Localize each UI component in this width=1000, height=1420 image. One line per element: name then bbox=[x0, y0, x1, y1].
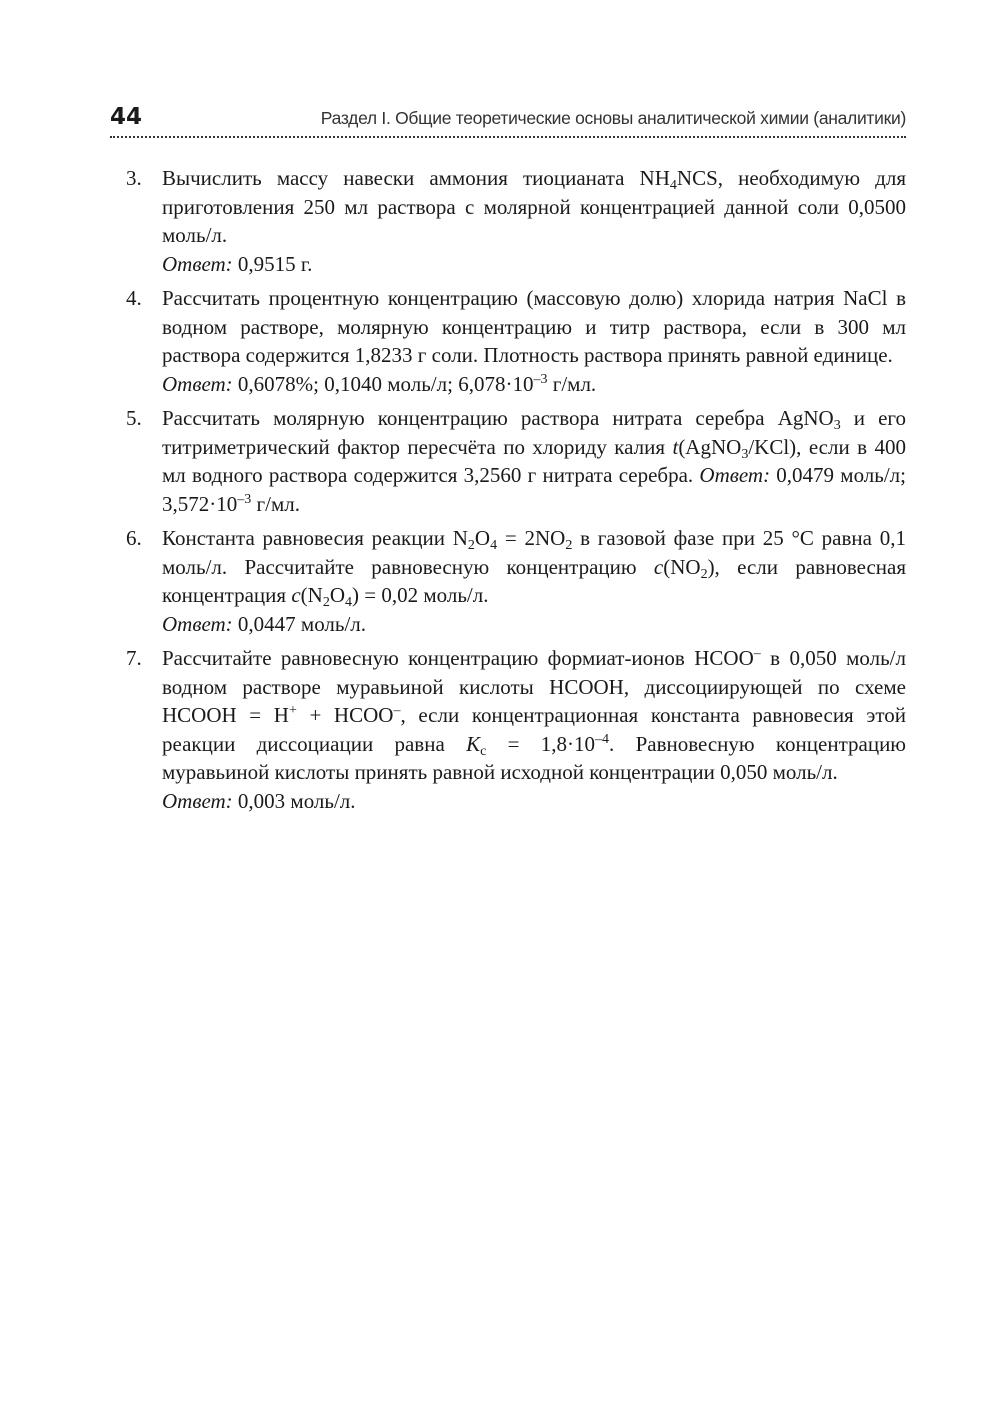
problem-number: 6. bbox=[126, 526, 142, 550]
answer bbox=[162, 610, 906, 639]
answer bbox=[162, 250, 906, 279]
problem-text: Константа равновесия реакции $N_2O_4 = 2NO_2$ в газовой фазе при 25 °С равна 0,1 моль/л. Рассчитайте равновесную концентрацию $c(NO_2)$, если равновесная концентрация $c(N_2O_4) = 0,02$ моль/л. bbox=[162, 526, 906, 610]
answer-label: Ответ: bbox=[162, 611, 233, 636]
problem-text: Рассчитать молярную концентрацию раствора нитрата серебра AgNO$_3$ и его титриметрический фактор пересчёта по хлориду калия t(AgNO$_3$/KCl), если в 400 мл водного раствора содержится 3,2560 г нитрата серебра. Ответ: 0,0479 моль/л; $3,572\cdot 10^{-3}$ г/мл. bbox=[162, 406, 906, 516]
answer-label: Ответ: bbox=[162, 788, 233, 813]
running-title: Раздел I. Общие теоретические основы аналитической химии (аналитики) bbox=[320, 108, 906, 128]
problem-number: 7. bbox=[126, 646, 142, 670]
problem-4 bbox=[126, 284, 906, 398]
problem-list bbox=[126, 164, 906, 821]
problem-number: 3. bbox=[126, 166, 142, 190]
problem-text: Вычислить массу навески аммония тиоцианата $NH_4NCS$, необходимую для приготовления 250 мл раствора с молярной концентрацией данной соли 0,0500 моль/л. bbox=[162, 166, 906, 247]
answer bbox=[162, 787, 906, 816]
page-number: 44 bbox=[110, 104, 143, 130]
problem-text: Рассчитайте равновесную концентрацию формиат-ионов HCOO– в 0,050 моль/л водном растворе муравьиной кислоты HCOOH, диссоциирующей по схеме HCOOH = H+ + HCOO–, если концентрационная константа равновесия этой реакции диссоциации равна $K_c = 1,8\cdot 10^{-4}$. Равновесную концентрацию муравьиной кислоты принять равной исходной концентрации 0,050 моль/л. bbox=[162, 646, 906, 784]
answer-label: Ответ: bbox=[162, 371, 233, 396]
answer-value: 0,0447 моль/л. bbox=[237, 611, 367, 636]
answer-value: 0,003 моль/л. bbox=[237, 788, 356, 813]
page-header bbox=[110, 100, 906, 138]
problem-3 bbox=[126, 164, 906, 278]
problem-7 bbox=[126, 644, 906, 815]
problem-6 bbox=[126, 524, 906, 638]
problem-number: 5. bbox=[126, 406, 142, 430]
answer-label: Ответ: bbox=[699, 463, 771, 487]
problem-5 bbox=[126, 404, 906, 518]
problem-text: Рассчитать процентную концентрацию (массовую долю) хлорида натрия NaCl в водном растворе, молярную концентрацию и титр раствора, если в 300 мл раствора содержится 1,8233 г соли. Плотность раствора принять равной единице. bbox=[162, 286, 906, 367]
problem-number: 4. bbox=[126, 286, 142, 310]
answer-label: Ответ: bbox=[162, 251, 233, 276]
answer-value: 0,9515 г. bbox=[237, 251, 313, 276]
answer: Ответ: 0,6078%; 0,1040 моль/л; $6,078\cdot 10^{-3}$ г/мл. bbox=[162, 371, 597, 396]
